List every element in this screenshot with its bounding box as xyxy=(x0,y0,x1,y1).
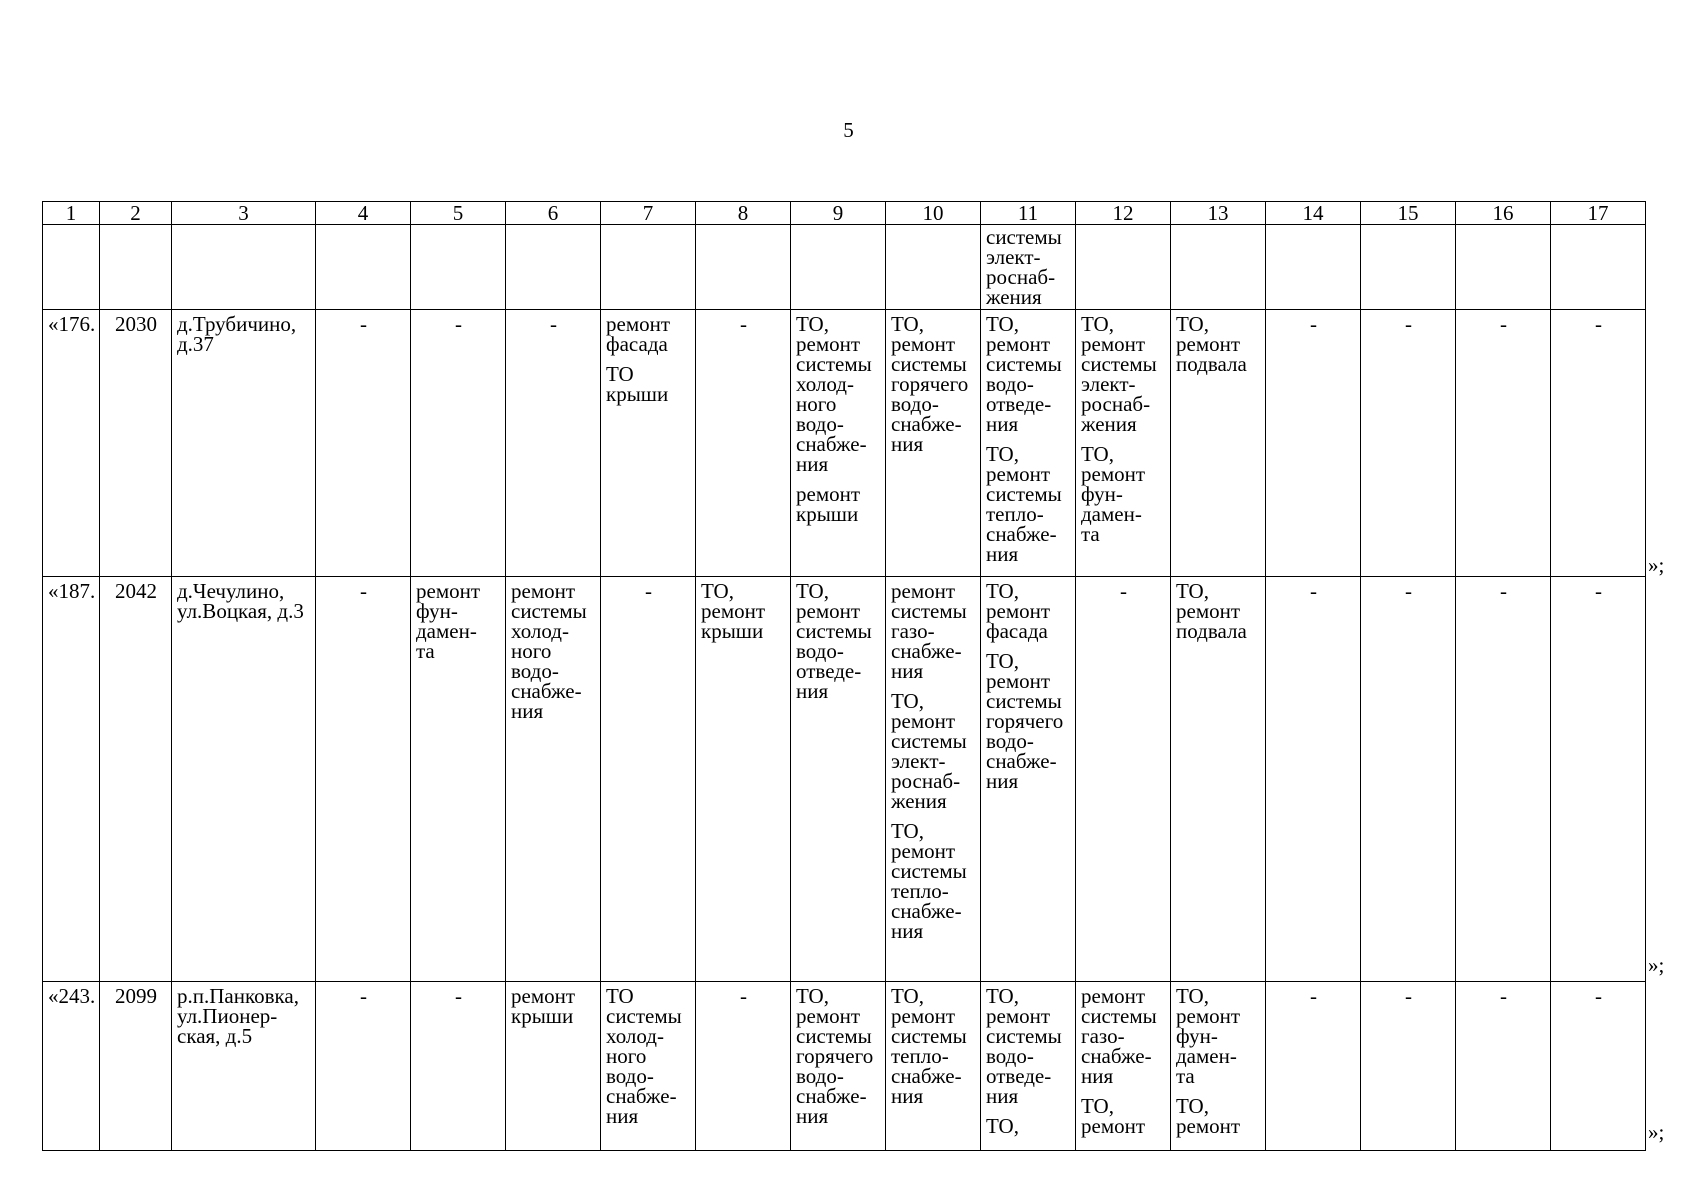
cell-text: - xyxy=(1310,312,1317,336)
cell-text: ТО, ремонт системы тепло- снабже- ния xyxy=(986,442,1062,566)
column-header: 6 xyxy=(506,202,601,225)
cell-empty xyxy=(791,225,886,310)
cell-empty xyxy=(172,225,316,310)
cell-c13 xyxy=(1171,577,1266,982)
cell-empty xyxy=(100,225,172,310)
cell-c15 xyxy=(1361,982,1456,1151)
cell-empty xyxy=(1266,225,1361,310)
cell-text: ТО крыши xyxy=(606,362,669,406)
table-row xyxy=(43,982,1646,1151)
cell-c16 xyxy=(1456,982,1551,1151)
row-address: д.Чечулино, ул.Воцкая, д.3 xyxy=(172,577,316,982)
cell-c17 xyxy=(1551,982,1646,1151)
row-closing-mark: »; xyxy=(1648,1120,1665,1144)
cell-text: ТО, ремонт системы тепло- снабже- ния xyxy=(891,819,967,943)
cell-c5 xyxy=(411,310,506,577)
cell-text: - xyxy=(1120,579,1127,603)
cell-text: ремонт системы газо- снабже- ния xyxy=(891,579,967,683)
cell-empty xyxy=(1076,225,1171,310)
cell-c14 xyxy=(1266,577,1361,982)
row-closing-mark: »; xyxy=(1648,553,1665,577)
cell-text: - xyxy=(740,984,747,1008)
cell-text: ТО, ремонт фун- дамен- та xyxy=(1081,442,1146,546)
page-number: 5 xyxy=(843,118,854,142)
row-code: 2042 xyxy=(100,577,172,982)
cell-text: ТО системы холод- ного водо- снабже- ния xyxy=(606,984,682,1128)
row-number: «187. xyxy=(43,577,100,982)
cell-continuation-col11 xyxy=(981,225,1076,310)
column-header: 11 xyxy=(981,202,1076,225)
cell-c5 xyxy=(411,577,506,982)
column-header: 7 xyxy=(601,202,696,225)
cell-text: - xyxy=(1500,312,1507,336)
repair-schedule-table xyxy=(42,201,1646,1151)
cell-text: - xyxy=(360,984,367,1008)
cell-text: ТО, ремонт системы элект- роснаб- жения xyxy=(1081,312,1157,436)
cell-c8 xyxy=(696,982,791,1151)
cell-text: ремонт системы холод- ного водо- снабже- ния xyxy=(511,579,587,723)
cell-c14 xyxy=(1266,310,1361,577)
cell-c9 xyxy=(791,310,886,577)
cell-c17 xyxy=(1551,577,1646,982)
cell-text: ТО, ремонт системы водо- отведе- ния xyxy=(986,984,1062,1108)
cell-text: - xyxy=(1405,312,1412,336)
column-header: 16 xyxy=(1456,202,1551,225)
cell-text: ТО, ремонт системы горячего водо- снабже- ния xyxy=(891,312,969,456)
cell-c4 xyxy=(316,982,411,1151)
cell-c7 xyxy=(601,982,696,1151)
column-header: 13 xyxy=(1171,202,1266,225)
cell-c12 xyxy=(1076,310,1171,577)
cell-c17 xyxy=(1551,310,1646,577)
row-code: 2030 xyxy=(100,310,172,577)
cell-text: - xyxy=(550,312,557,336)
cell-empty xyxy=(601,225,696,310)
cell-empty xyxy=(886,225,981,310)
cell-c9 xyxy=(791,577,886,982)
cell-text: ТО, ремонт системы горячего водо- снабже- ния xyxy=(986,649,1064,793)
cell-c11 xyxy=(981,310,1076,577)
cell-text: - xyxy=(740,312,747,336)
cell-text: ремонт крыши xyxy=(796,482,861,526)
cell-empty xyxy=(1551,225,1646,310)
cell-text: - xyxy=(1310,579,1317,603)
column-header: 17 xyxy=(1551,202,1646,225)
cell-text: - xyxy=(1595,312,1602,336)
cell-text: - xyxy=(455,312,462,336)
cell-c7 xyxy=(601,310,696,577)
row-number: «176. xyxy=(43,310,100,577)
cell-c13 xyxy=(1171,982,1266,1151)
cell-text: ТО, ремонт фасада xyxy=(986,579,1051,643)
table-row xyxy=(43,577,1646,982)
cell-empty xyxy=(506,225,601,310)
table-row xyxy=(43,310,1646,577)
column-header: 9 xyxy=(791,202,886,225)
cell-c10 xyxy=(886,982,981,1151)
cell-c12 xyxy=(1076,577,1171,982)
cell-text: ТО, ремонт подвала xyxy=(1176,579,1247,643)
header-row xyxy=(43,202,1646,225)
cell-text: - xyxy=(1310,984,1317,1008)
column-header: 2 xyxy=(100,202,172,225)
cell-c16 xyxy=(1456,310,1551,577)
cell-text: ремонт фун- дамен- та xyxy=(416,579,481,663)
row-address: д.Трубичино, д.37 xyxy=(172,310,316,577)
cell-text: ремонт системы газо- снабже- ния xyxy=(1081,984,1157,1088)
cell-c16 xyxy=(1456,577,1551,982)
cell-c12 xyxy=(1076,982,1171,1151)
cell-c8 xyxy=(696,577,791,982)
cell-text: ремонт крыши xyxy=(511,984,576,1028)
row-code: 2099 xyxy=(100,982,172,1151)
cell-c11 xyxy=(981,577,1076,982)
cell-empty xyxy=(411,225,506,310)
column-header: 5 xyxy=(411,202,506,225)
cell-text: - xyxy=(360,312,367,336)
row-address: р.п.Панковка, ул.Пионер- ская, д.5 xyxy=(172,982,316,1151)
cell-text: ремонт фасада xyxy=(606,312,671,356)
cell-text: - xyxy=(1405,984,1412,1008)
cell-c10 xyxy=(886,577,981,982)
cell-c10 xyxy=(886,310,981,577)
cell-empty xyxy=(1171,225,1266,310)
cell-text: - xyxy=(1405,579,1412,603)
cell-c15 xyxy=(1361,310,1456,577)
cell-c4 xyxy=(316,577,411,982)
cell-empty xyxy=(43,225,100,310)
cell-text: - xyxy=(1595,579,1602,603)
cell-text: - xyxy=(360,579,367,603)
column-header: 3 xyxy=(172,202,316,225)
cell-c6 xyxy=(506,577,601,982)
cell-text: ТО, ремонт системы горячего водо- снабже- ния xyxy=(796,984,874,1128)
cell-c6 xyxy=(506,310,601,577)
column-header: 8 xyxy=(696,202,791,225)
row-closing-mark: »; xyxy=(1648,953,1665,977)
continuation-row xyxy=(43,225,1646,310)
cell-text: ТО, xyxy=(986,1114,1019,1138)
cell-text: - xyxy=(1500,984,1507,1008)
cell-c15 xyxy=(1361,577,1456,982)
cell-text: ТО, ремонт системы элект- роснаб- жения xyxy=(891,689,967,813)
column-header: 12 xyxy=(1076,202,1171,225)
cell-text: - xyxy=(1500,579,1507,603)
cell-text: ТО, ремонт xyxy=(1176,1094,1241,1138)
row-number: «243. xyxy=(43,982,100,1151)
cell-text: ТО, ремонт подвала xyxy=(1176,312,1247,376)
column-header: 15 xyxy=(1361,202,1456,225)
cell-c8 xyxy=(696,310,791,577)
cell-text: ТО, ремонт фун- дамен- та xyxy=(1176,984,1241,1088)
column-header: 14 xyxy=(1266,202,1361,225)
column-header: 1 xyxy=(43,202,100,225)
column-header: 4 xyxy=(316,202,411,225)
cell-text: - xyxy=(1595,984,1602,1008)
cell-text: ТО, ремонт системы холод- ного водо- снабже- ния xyxy=(796,312,872,476)
cell-c9 xyxy=(791,982,886,1151)
column-header: 10 xyxy=(886,202,981,225)
cell-text: ТО, ремонт системы водо- отведе- ния xyxy=(986,312,1062,436)
cell-empty xyxy=(696,225,791,310)
cell-text: - xyxy=(455,984,462,1008)
cell-text: системы элект- роснаб- жения xyxy=(986,225,1062,309)
cell-text: ТО, ремонт xyxy=(1081,1094,1146,1138)
cell-text: ТО, ремонт крыши xyxy=(701,579,766,643)
cell-c11 xyxy=(981,982,1076,1151)
cell-c4 xyxy=(316,310,411,577)
cell-c6 xyxy=(506,982,601,1151)
cell-text: ТО, ремонт системы водо- отведе- ния xyxy=(796,579,872,703)
cell-c7 xyxy=(601,577,696,982)
cell-text: ТО, ремонт системы тепло- снабже- ния xyxy=(891,984,967,1108)
cell-empty xyxy=(316,225,411,310)
cell-c5 xyxy=(411,982,506,1151)
cell-c13 xyxy=(1171,310,1266,577)
cell-empty xyxy=(1456,225,1551,310)
cell-empty xyxy=(1361,225,1456,310)
cell-text: - xyxy=(645,579,652,603)
cell-c14 xyxy=(1266,982,1361,1151)
